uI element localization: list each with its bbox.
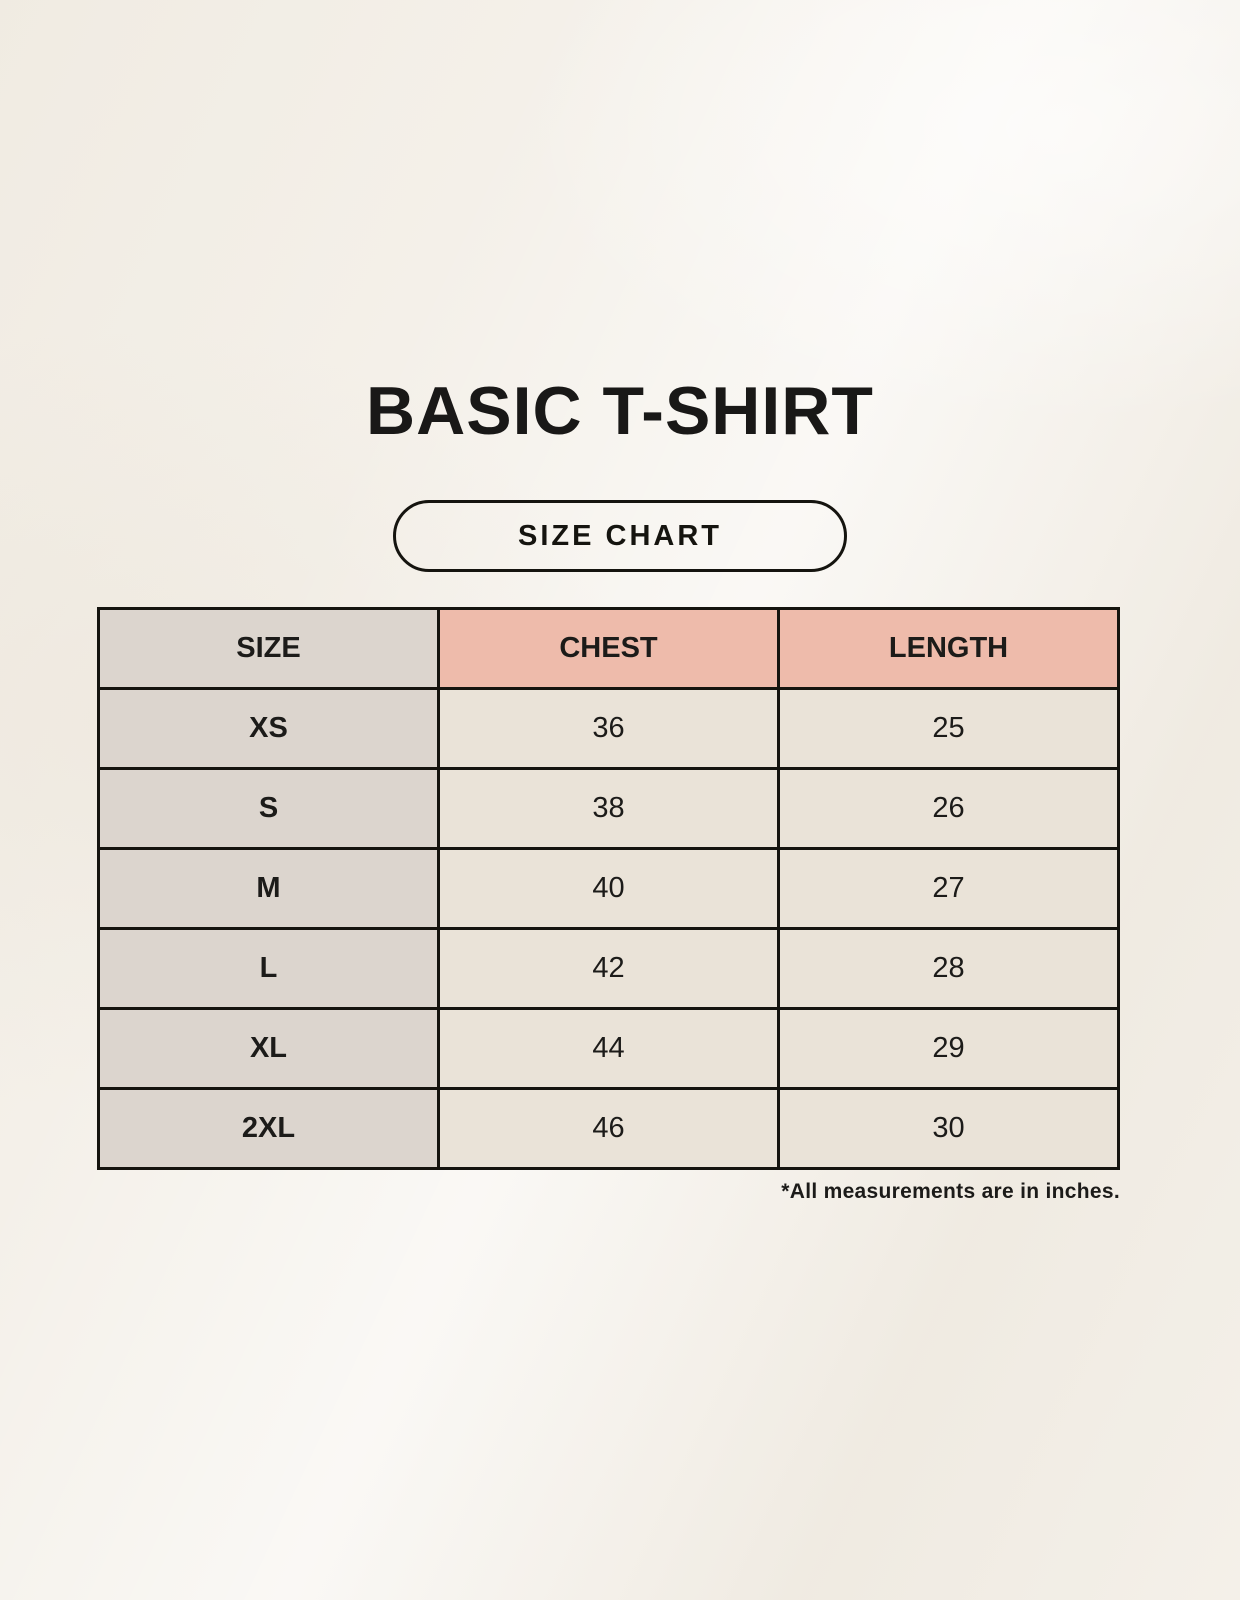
table-row <box>99 689 1119 769</box>
size-chart-table <box>97 607 1120 1170</box>
chest-cell: 44 <box>439 1009 779 1089</box>
table-row <box>99 929 1119 1009</box>
measurements-footnote: *All measurements are in inches. <box>781 1180 1120 1203</box>
size-cell: L <box>99 929 439 1009</box>
size-cell: XS <box>99 689 439 769</box>
size-cell: S <box>99 769 439 849</box>
length-cell: 25 <box>779 689 1119 769</box>
size-chart-button[interactable] <box>393 500 847 572</box>
size-chart-button-label: SIZE CHART <box>518 519 722 552</box>
length-cell: 30 <box>779 1089 1119 1169</box>
chest-cell: 36 <box>439 689 779 769</box>
header-size: SIZE <box>99 609 439 689</box>
length-cell: 26 <box>779 769 1119 849</box>
page-title: BASIC T-SHIRT <box>366 373 874 449</box>
length-cell: 27 <box>779 849 1119 929</box>
table-row <box>99 1089 1119 1169</box>
size-cell: 2XL <box>99 1089 439 1169</box>
size-cell: XL <box>99 1009 439 1089</box>
chest-cell: 40 <box>439 849 779 929</box>
table-row <box>99 1009 1119 1089</box>
table-row <box>99 769 1119 849</box>
chest-cell: 42 <box>439 929 779 1009</box>
length-cell: 28 <box>779 929 1119 1009</box>
chest-cell: 38 <box>439 769 779 849</box>
table-header-row <box>99 609 1119 689</box>
header-length: LENGTH <box>779 609 1119 689</box>
chest-cell: 46 <box>439 1089 779 1169</box>
header-chest: CHEST <box>439 609 779 689</box>
table-row <box>99 849 1119 929</box>
size-cell: M <box>99 849 439 929</box>
length-cell: 29 <box>779 1009 1119 1089</box>
